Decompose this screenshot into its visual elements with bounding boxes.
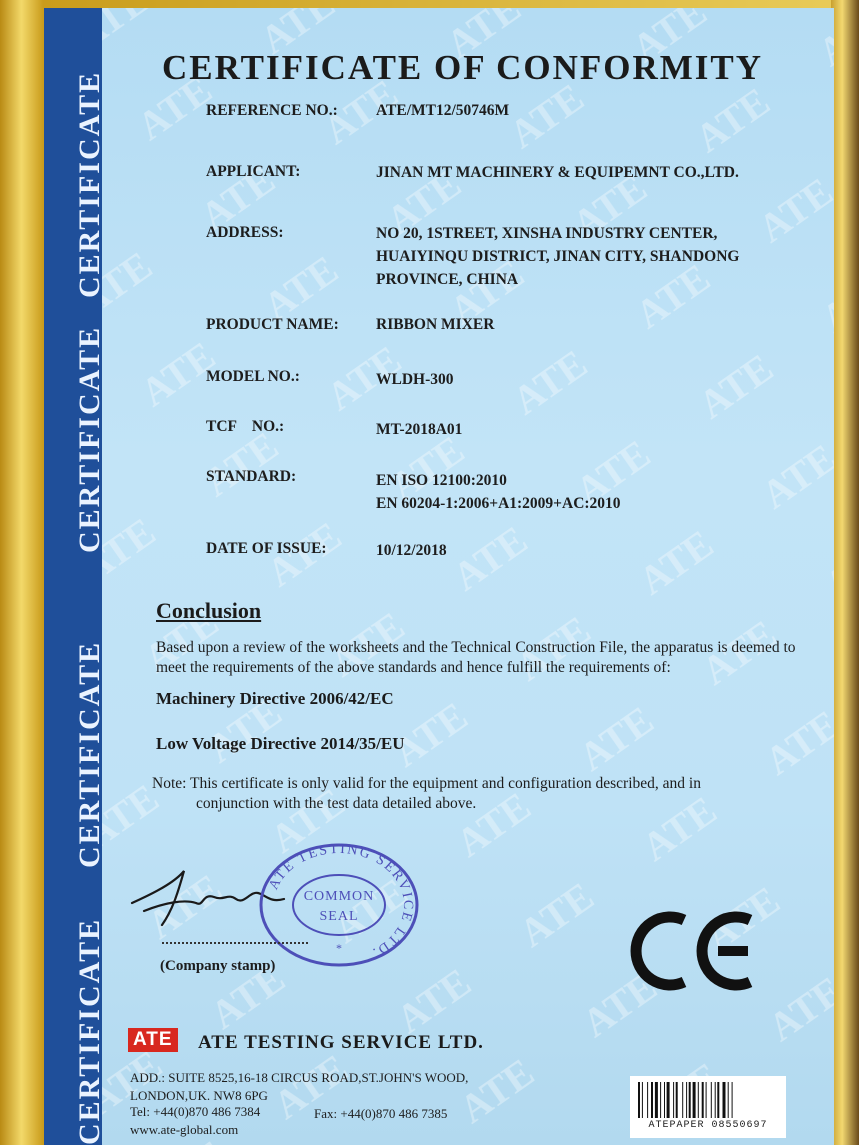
side-certificate-band (44, 8, 106, 1145)
barcode-bar (676, 1082, 678, 1118)
svg-text:COMMON: COMMON (303, 889, 375, 904)
issuer-name: ATE TESTING SERVICE LTD. (198, 1032, 484, 1053)
certificate-title: CERTIFICATE OF CONFORMITY (162, 48, 764, 87)
barcode-bar (642, 1082, 643, 1118)
svg-text:SEAL: SEAL (319, 909, 359, 924)
barcode-bar (682, 1082, 683, 1118)
issuer-tel: Tel: +44(0)870 486 7384 (130, 1104, 261, 1119)
barcode-bar (728, 1082, 729, 1118)
address-line: PROVINCE, CHINA (376, 271, 519, 288)
band-word: CERTIFICATE (73, 640, 106, 868)
issuer-address-2: LONDON,UK. NW8 6PG (130, 1088, 268, 1103)
standard-value (376, 469, 621, 515)
barcode-bar (723, 1082, 726, 1118)
standard-line: EN ISO 12100:2010 (376, 472, 507, 489)
address-value (376, 222, 739, 291)
barcode-bar (698, 1082, 699, 1118)
svg-text:*: * (336, 941, 342, 955)
validity-note (152, 774, 826, 814)
barcode-bar (717, 1082, 719, 1118)
barcode-bar (660, 1082, 661, 1118)
barcode-bar (706, 1082, 707, 1118)
frame-edge (831, 0, 859, 1145)
barcode-bar (673, 1082, 674, 1118)
barcode-bar (702, 1082, 704, 1118)
address-line: HUAIYINQU DISTRICT, JINAN CITY, SHANDONG (376, 248, 740, 265)
address-label: ADDRESS: (206, 224, 284, 241)
barcode-bar (693, 1082, 696, 1118)
barcode-bar (689, 1082, 691, 1118)
barcode-bar (655, 1082, 658, 1118)
band-word: CERTIFICATE (73, 917, 106, 1145)
svg-text:ATE TESTING SERVICE LTD.: ATE TESTING SERVICE LTD. (266, 841, 416, 961)
model-label: MODEL NO.: (206, 368, 300, 385)
standard-label: STANDARD: (206, 468, 297, 485)
date-label: DATE OF ISSUE: (206, 540, 327, 557)
reference-value: ATE/MT12/50746M (376, 102, 510, 119)
barcode (638, 1082, 778, 1118)
low-voltage-directive: Low Voltage Directive 2014/35/EU (156, 734, 405, 753)
barcode-bar (711, 1082, 712, 1118)
barcode-bar (715, 1082, 716, 1118)
band-word: CERTIFICATE (73, 325, 106, 553)
barcode-bar (647, 1082, 648, 1118)
barcode-bar (638, 1082, 640, 1118)
barcode-bar (664, 1082, 665, 1118)
certificate-paper (44, 8, 834, 1145)
band-word: CERTIFICATE (73, 70, 106, 298)
ce-mark (622, 906, 762, 996)
barcode-bar (732, 1082, 733, 1118)
tcf-label: TCF NO.: (206, 418, 285, 435)
barcode-bar (667, 1082, 670, 1118)
address-line: NO 20, 1STREET, XINSHA INDUSTRY CENTER, (376, 225, 718, 242)
tcf-value: MT-2018A01 (376, 421, 463, 438)
company-seal (254, 840, 424, 970)
reference-label: REFERENCE NO.: (206, 102, 338, 119)
issuer-address-1: ADD.: SUITE 8525,16-18 CIRCUS ROAD,ST.JOHN'S WOOD, (130, 1070, 469, 1085)
date-value: 10/12/2018 (376, 542, 447, 559)
issuer-website: www.ate-global.com (130, 1122, 239, 1137)
product-label: PRODUCT NAME: (206, 316, 339, 333)
barcode-number: ATEPAPER 08550697 (648, 1120, 768, 1131)
conclusion-heading: Conclusion (156, 598, 262, 623)
machinery-directive: Machinery Directive 2006/42/EC (156, 689, 394, 708)
stamp-dotted-line (162, 942, 308, 944)
ate-logo: ATE (128, 1028, 178, 1052)
product-value: RIBBON MIXER (376, 316, 495, 333)
barcode-bar (686, 1082, 687, 1118)
applicant-value: JINAN MT MACHINERY & EQUIPEMNT CO.,LTD. (376, 164, 739, 181)
issuer-fax: Fax: +44(0)870 486 7385 (314, 1106, 448, 1121)
note-line-1: Note: This certificate is only valid for the equipment and configuration described, and in (152, 775, 701, 792)
applicant-label: APPLICANT: (206, 163, 301, 180)
note-line-2: conjunction with the test data detailed above. (196, 795, 477, 812)
barcode-bar (651, 1082, 653, 1118)
company-stamp-label: (Company stamp) (160, 958, 276, 974)
conclusion-text: Based upon a review of the worksheets and the Technical Construction File, the apparatus is deemed to meet the requirements of the above standards and hence fulfill the requirements of: (156, 639, 796, 676)
standard-line: EN 60204-1:2006+A1:2009+AC:2010 (376, 495, 621, 512)
barcode-label (630, 1076, 786, 1138)
model-value: WLDH-300 (376, 371, 454, 388)
